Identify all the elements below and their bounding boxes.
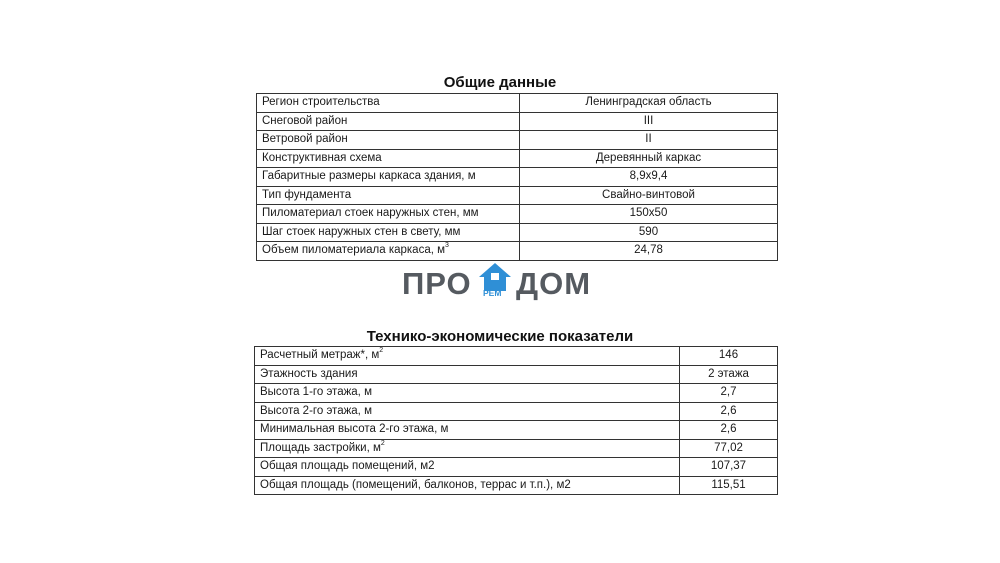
row-label-cell [255,439,680,458]
table-row [255,402,778,421]
row-label: Расчетный метраж*, м [260,349,380,362]
row-label: Объем пиломатериала каркаса, м [262,244,446,257]
table-row [257,94,778,113]
row-label: Общая площадь (помещений, балконов, террас и т.п.), м2 [255,476,680,495]
row-value: 2,7 [680,384,778,403]
row-label: Высота 2-го этажа, м [255,402,680,421]
table-row [257,186,778,205]
table-row [255,384,778,403]
tech-indicators-table [254,346,778,495]
row-value: 115,51 [680,476,778,495]
table-row [257,112,778,131]
logo-small-text: РЕМ [483,288,502,298]
row-label: Конструктивная схема [257,149,520,168]
row-label: Шаг стоек наружных стен в свету, мм [257,223,520,242]
row-value: 107,37 [680,458,778,477]
table-row [257,242,778,261]
row-label: Минимальная высота 2-го этажа, м [255,421,680,440]
row-value: 2,6 [680,421,778,440]
table-row [255,476,778,495]
row-label: Пиломатериал стоек наружных стен, мм [257,205,520,224]
row-label: Высота 1-го этажа, м [255,384,680,403]
logo-text-right: ДОМ [516,266,592,301]
row-label: Общая площадь помещений, м2 [255,458,680,477]
row-value: 590 [520,223,778,242]
row-label: Регион строительства [257,94,520,113]
row-label: Этажность здания [255,365,680,384]
row-value: 8,9x9,4 [520,168,778,187]
row-value: 2 этажа [680,365,778,384]
row-value: Ленинградская область [520,94,778,113]
table-row [257,168,778,187]
table-row [257,131,778,150]
row-label-cell [257,242,520,261]
unit-superscript: 2 [379,347,384,355]
row-value: II [520,131,778,150]
table-row [257,149,778,168]
row-value: Деревянный каркас [520,149,778,168]
tech-indicators-title: Технико-экономические показатели [366,328,634,345]
row-value: 146 [680,347,778,366]
table-row [257,223,778,242]
unit-superscript: 3 [445,242,449,250]
row-value: 150x50 [520,205,778,224]
row-label: Тип фундамента [257,186,520,205]
row-value: 2,6 [680,402,778,421]
table-row [255,421,778,440]
logo-text-left: ПРО [402,266,472,301]
table-row [255,365,778,384]
row-value: 24,78 [520,242,778,261]
general-data-table [256,93,778,261]
table-row [257,205,778,224]
table-row [255,458,778,477]
row-value: 77,02 [680,439,778,458]
table-row [255,439,778,458]
row-label-cell [255,347,680,366]
row-value: Свайно-винтовой [520,186,778,205]
prorem-dom-logo [402,262,602,302]
general-data-title: Общие данные [443,74,557,91]
row-label: Габаритные размеры каркаса здания, м [257,168,520,187]
row-label: Снеговой район [257,112,520,131]
row-value: III [520,112,778,131]
row-label: Площадь застройки, м [260,441,381,454]
row-label: Ветровой район [257,131,520,150]
table-row [255,347,778,366]
unit-superscript: 2 [380,439,385,447]
